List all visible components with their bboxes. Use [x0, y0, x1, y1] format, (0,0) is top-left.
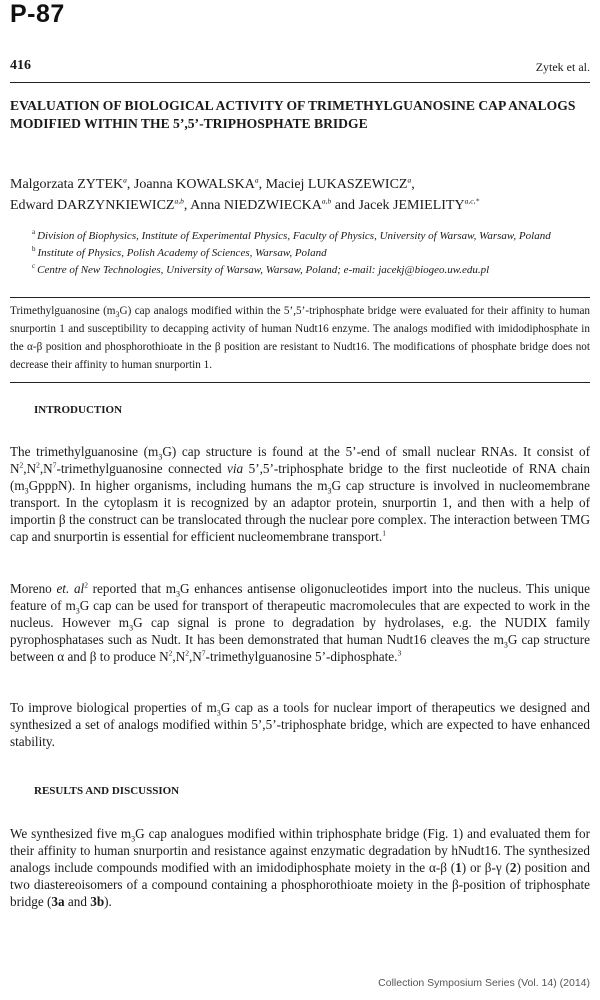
- paragraph-intro-2: Moreno et. $al^2$ reported that $m_3G$ enhances antisense oligonucleotides import into the nucleus. This unique feature of $m_3G$ cap can be used for transport of therapeutic macromolecules that are expected to work in the nucleus. However $m_3G$ cap signal is prone to degradation by hydrolases, e.g. the NUDIX family pyrophosphatases such as Nudt. It has been demonstrated that human Nudt16 cleaves the $m_3G$ cap structure between α and β to produce $N^2,N^2,N^7$-trimethylguanosine 5’-diphosphate.$^3$: [10, 580, 591, 664]
- abstract: Trimethylguanosine $(m_3G)$ cap analogs modified within the 5’,5’-triphosphate bridge were evaluated for their affinity to human snurportin 1 and susceptibility to decapping activity of human Nudt16 enzyme. The analogs modified with imidodiphosphate in the α-β position and phosphorothioate in the β position are resistant to Nudt16. The modifications of phosphate bridge does not decrease their affinity to human snurportin 1.: [10, 297, 590, 383]
- author-affiliation-mark: a: [254, 175, 259, 185]
- page-footer: Collection Symposium Series (Vol. 14) (2014): [378, 977, 590, 989]
- author-affiliation-mark: a,b: [174, 196, 184, 206]
- paragraph-intro-1: The trimethylguanosine $(m_3G)$ cap structure is found at the 5’-end of small nuclear RNAs. It consist of $N^2,N^2,N^7$-trimethylguanosine connected via 5’,5’-triphosphate bridge to the first nucleotide of RNA chain $(m_3GpppN)$. In higher organisms, including humans the $m_3G$ cap structure is involved in nucleomembrane transport. In the cytoplasm it is recognized by an adaptor protein, snurportin 1, and then with a help of importin β the construct can be translocated through the nuclear pore complex. The interaction between TMG cap and snurportin is essential for efficient nucleomembrane transport.$^1$: [10, 444, 591, 544]
- affiliation-list: [32, 228, 590, 279]
- author-affiliation-mark: a,c,*: [464, 196, 480, 206]
- running-head: Zytek et al.: [535, 60, 590, 74]
- author-list: Malgorzata ZYTEK$^a$, Joanna KOWALSKA$^a$, Maciej LUKASZEWICZ$^a$, Edward DARZYNKIEWICZ$^{a,b}$, Anna NIEDZWIECKA$^{a,b}$ and Jacek $JEMIELITY^{a,c,*}$: [10, 175, 480, 213]
- author-name: Jacek $JEMIELITY^{a,c,*}$: [358, 196, 480, 213]
- author-name: Maciej LUKASZEWICZ$^a$: [265, 175, 412, 192]
- author-affiliation-mark: a: [123, 175, 127, 185]
- author-name: Malgorzata ZYTEK$^a$: [10, 175, 127, 192]
- affiliation-text: Division of Biophysics, Institute of Experimental Physics, Faculty of Physics, University of Warsaw, Warsaw, Poland: [37, 230, 551, 242]
- affiliation-line: [32, 262, 590, 279]
- author-affiliation-mark: a: [407, 175, 412, 185]
- page-number: 416: [10, 58, 31, 73]
- affiliation-text: Centre of New Technologies, University of Warsaw, Warsaw, Poland; e-mail: jacekj@biogeo.uw.edu.pl: [37, 264, 490, 276]
- author-name: Anna NIEDZWIECKA$^{a,b}$: [190, 196, 332, 213]
- poster-id: P-87: [10, 0, 65, 28]
- affiliation-mark: a: [32, 228, 36, 237]
- article-title: EVALUATION OF BIOLOGICAL ACTIVITY OF TRIMETHYLGUANOSINE CAP ANALOGS MODIFIED WITHIN THE 5’,5’-TRIPHOSPHATE BRIDGE: [10, 98, 576, 131]
- author-affiliation-mark: a,b: [321, 196, 332, 206]
- author-name: Joanna KOWALSKA$^a$: [133, 175, 259, 192]
- section-heading-introduction: INTRODUCTION: [34, 404, 123, 416]
- affiliation-line: [32, 245, 590, 262]
- paragraph-intro-3: To improve biological properties of $m_3G$ cap as a tools for nuclear import of therapeutics we designed and synthesized a set of analogs modified within 5’,5’-triphosphate bridge, which are expected to have enhanced stability.: [10, 700, 590, 749]
- affiliation-line: [32, 228, 590, 245]
- author-name: Edward DARZYNKIEWICZ$^{a,b}$: [10, 196, 184, 213]
- affiliation-mark: c: [32, 262, 36, 271]
- paragraph-results-1: We synthesized five $m_3G$ cap analogues modified within triphosphate bridge (Fig. 1) and evaluated them for their affinity to human snurportin and resistance against enzymatic degradation by hNudt16. The synthesized analogs include compounds modified with an imidodiphosphate moiety in the α-β (1) or β-γ (2) position and two diastereoisomers of a compound containing a phosphorothioate moiety in the β-position of triphosphate bridge (3a and 3b).: [10, 826, 591, 909]
- affiliation-mark: b: [32, 245, 36, 254]
- page-header: [10, 56, 590, 83]
- section-heading-results: RESULTS AND DISCUSSION: [34, 785, 180, 797]
- affiliation-text: Institute of Physics, Polish Academy of Sciences, Warsaw, Poland: [37, 247, 327, 259]
